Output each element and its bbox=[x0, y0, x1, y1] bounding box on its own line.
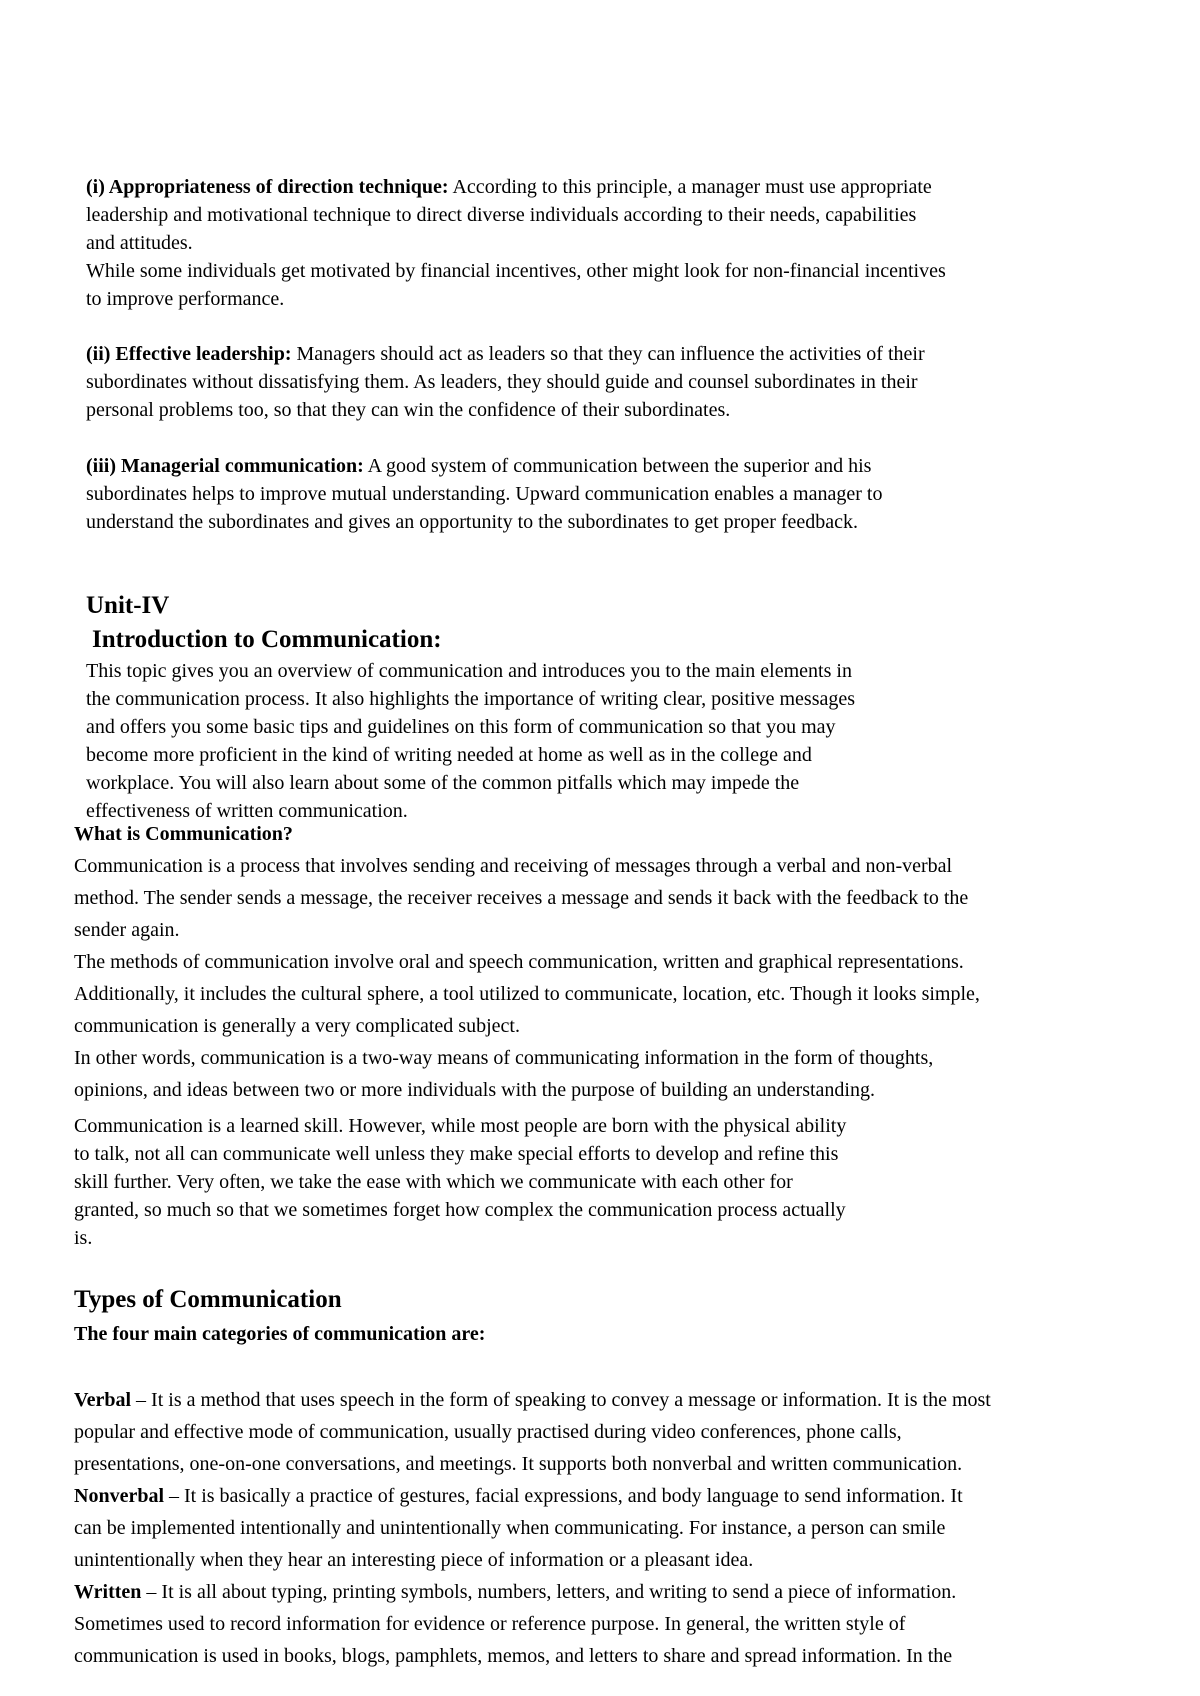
text-line: workplace. You will also learn about some of the common pitfalls which may impede the bbox=[86, 772, 800, 794]
types-list bbox=[74, 1384, 991, 1672]
type-verbal bbox=[74, 1384, 991, 1416]
text-line: and offers you some basic tips and guidelines on this form of communication so that you may bbox=[86, 716, 836, 738]
text-line: is. bbox=[74, 1227, 93, 1249]
text-line: This topic gives you an overview of communication and introduces you to the main elements in bbox=[86, 660, 852, 682]
text-line: sender again. bbox=[74, 919, 180, 941]
skill-paragraph bbox=[74, 1112, 846, 1252]
text-line: method. The sender sends a message, the receiver receives a message and sends it back with the feedback to the bbox=[74, 887, 969, 909]
principle-text: A good system of communication between the superior and his bbox=[363, 455, 872, 477]
text-line: Additionally, it includes the cultural sphere, a tool utilized to communicate, location, etc. Though it looks simple, bbox=[74, 983, 980, 1005]
text-line: unintentionally when they hear an interesting piece of information or a pleasant idea. bbox=[74, 1549, 754, 1571]
principle-term: (iii) Managerial communication: bbox=[86, 455, 364, 477]
text-line: subordinates without dissatisfying them. As leaders, they should guide and counsel subordinates in their bbox=[86, 371, 918, 393]
text-line: communication is generally a very complicated subject. bbox=[74, 1015, 520, 1037]
text-line: Communication is a learned skill. However, while most people are born with the physical ability bbox=[74, 1115, 847, 1137]
text-line: opinions, and ideas between two or more individuals with the purpose of building an understanding. bbox=[74, 1079, 875, 1101]
principle-text: According to this principle, a manager must use appropriate bbox=[448, 176, 932, 198]
text-line: Sometimes used to record information for evidence or reference purpose. In general, the written style of bbox=[74, 1613, 906, 1635]
text-line: the communication process. It also highlights the importance of writing clear, positive messages bbox=[86, 688, 856, 710]
text-line: skill further. Very often, we take the ease with which we communicate with each other for bbox=[74, 1171, 793, 1193]
types-heading: Types of Communication bbox=[74, 1286, 342, 1313]
principle-managerial-communication bbox=[86, 452, 882, 536]
text-line: communication is used in books, blogs, pamphlets, memos, and letters to share and spread information. In the bbox=[74, 1645, 953, 1667]
principle-appropriateness bbox=[86, 173, 946, 313]
types-subheading: The four main categories of communication are: bbox=[74, 1323, 486, 1345]
type-term: Nonverbal bbox=[74, 1485, 164, 1507]
text-line: presentations, one-on-one conversations, and meetings. It supports both nonverbal and written communication. bbox=[74, 1453, 963, 1475]
unit-label: Unit-IV bbox=[86, 592, 170, 619]
type-text: – It is all about typing, printing symbols, numbers, letters, and writing to send a piece of information. bbox=[141, 1581, 957, 1603]
text-line: to talk, not all can communicate well unless they make special efforts to develop and refine this bbox=[74, 1143, 839, 1165]
text-line: leadership and motivational technique to direct diverse individuals according to their needs, capabilities bbox=[86, 204, 917, 226]
principle-term: (ii) Effective leadership: bbox=[86, 343, 292, 365]
text-line bbox=[86, 173, 946, 201]
type-text: – It is a method that uses speech in the form of speaking to convey a message or information. It is the most bbox=[131, 1389, 991, 1411]
text-line: become more proficient in the kind of writing needed at home as well as in the college and bbox=[86, 744, 812, 766]
text-line: understand the subordinates and gives an opportunity to the subordinates to get proper feedback. bbox=[86, 511, 859, 533]
type-term: Written bbox=[74, 1581, 142, 1603]
type-term: Verbal bbox=[74, 1389, 132, 1411]
text-line bbox=[86, 452, 882, 480]
intro-paragraph bbox=[86, 657, 855, 825]
section-title: Introduction to Communication: bbox=[92, 626, 442, 653]
principle-effective-leadership bbox=[86, 340, 925, 424]
text-line: Communication is a process that involves sending and receiving of messages through a verbal and non-verbal bbox=[74, 855, 953, 877]
text-line: popular and effective mode of communication, usually practised during video conferences, phone calls, bbox=[74, 1421, 902, 1443]
type-nonverbal bbox=[74, 1480, 991, 1512]
text-line: and attitudes. bbox=[86, 232, 193, 254]
principle-text: Managers should act as leaders so that they can influence the activities of their bbox=[291, 343, 925, 365]
text-line bbox=[86, 340, 925, 368]
text-line: can be implemented intentionally and unintentionally when communicating. For instance, a person can smile bbox=[74, 1517, 946, 1539]
what-is-paragraph bbox=[74, 850, 980, 1106]
text-line: granted, so much so that we sometimes forget how complex the communication process actually bbox=[74, 1199, 846, 1221]
text-line: The methods of communication involve oral and speech communication, written and graphical representations. bbox=[74, 951, 964, 973]
principle-term: (i) Appropriateness of direction technique: bbox=[86, 176, 449, 198]
text-line: effectiveness of written communication. bbox=[86, 800, 408, 822]
type-written bbox=[74, 1576, 991, 1608]
type-text: – It is basically a practice of gestures, facial expressions, and body language to send information. It bbox=[164, 1485, 963, 1507]
text-line: In other words, communication is a two-way means of communicating information in the form of thoughts, bbox=[74, 1047, 934, 1069]
text-line: to improve performance. bbox=[86, 288, 285, 310]
text-line: While some individuals get motivated by financial incentives, other might look for non-financial incentives bbox=[86, 260, 946, 282]
text-line: subordinates helps to improve mutual understanding. Upward communication enables a manager to bbox=[86, 483, 883, 505]
text-line: personal problems too, so that they can win the confidence of their subordinates. bbox=[86, 399, 731, 421]
what-is-heading: What is Communication? bbox=[74, 823, 293, 845]
